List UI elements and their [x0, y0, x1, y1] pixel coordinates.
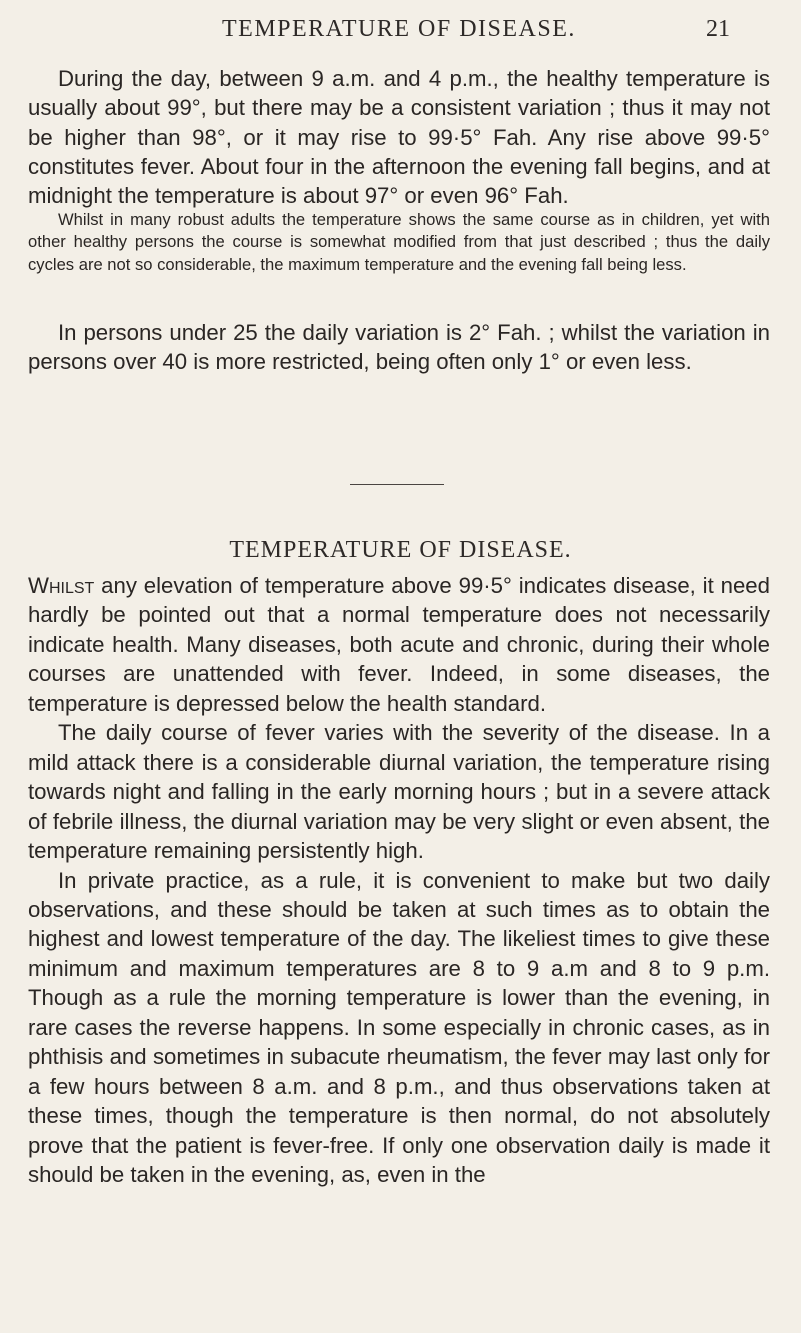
- lead-word: Whilst: [28, 573, 95, 598]
- age-variation-paragraph: In persons under 25 the daily variation is 2° Fah. ; whilst the variation in persons over 40 is more restricted, being often only 1° or even less.: [28, 320, 770, 375]
- section-heading: TEMPERATURE OF DISEASE.: [229, 537, 572, 563]
- note-section: [28, 209, 770, 276]
- running-head-title: TEMPERATURE OF DISEASE.: [222, 16, 576, 42]
- page-number: 21: [706, 16, 730, 42]
- running-head: [0, 6, 801, 46]
- body-paragraph-2: The daily course of fever varies with the severity of the disease. In a mild attack there is a considerable diurnal variation, the temperature rising towards night and falling in the early morning hours ; but in a severe attack of febrile illness, the diurnal variation may be very slight or even absent, the temperature remaining persistently high.: [28, 720, 770, 864]
- disease-section-body: [28, 571, 770, 1190]
- age-variation-section: [28, 318, 770, 377]
- intro-paragraph: During the day, between 9 a.m. and 4 p.m., the healthy temperature is usually about 99°, but there may be a consistent variation ; thus it may not be higher than 98°, or it may rise to 99·5° Fah. Any rise above 99·5° constitutes fever. About four in the afternoon the evening fall begins, and at midnight the temperature is about 97° or even 96° Fah.: [28, 66, 770, 209]
- body-paragraph-1: [28, 571, 770, 718]
- body-paragraph-1-text: any elevation of temperature above 99·5° indicates disease, it need hardly be pointed out that a normal temperature does not necessarily indicate health. Many diseases, both acute and chronic, during their whole courses are unattended with fever. Indeed, in some diseases, the temperature is depressed below the health standard.: [28, 573, 770, 716]
- section-divider: [350, 484, 444, 485]
- intro-section: [28, 64, 770, 210]
- small-print-paragraph: Whilst in many robust adults the temperature shows the same course as in children, yet with other healthy persons the course is somewhat modified from that just described ; thus the daily cycles are not so considerable, the maximum temperature and the evening fall being less.: [28, 210, 770, 274]
- body-paragraph-3: In private practice, as a rule, it is convenient to make but two daily observations, and these should be taken at such times as to obtain the highest and lowest temperature of the day. The likeliest times to give these minimum and maximum temperatures are 8 to 9 a.m and 8 to 9 p.m. Though as a rule the morning temperature is lower than the evening, in rare cases the reverse happens. In some especially in chronic cases, as in phthisis and sometimes in subacute rheumatism, the fever may last only for a few hours between 8 a.m. and 8 p.m., and thus observations taken at these times, though the temperature is then normal, do not absolutely prove that the patient is fever-free. If only one observation daily is made it should be taken in the evening, as, even in the: [28, 867, 770, 1188]
